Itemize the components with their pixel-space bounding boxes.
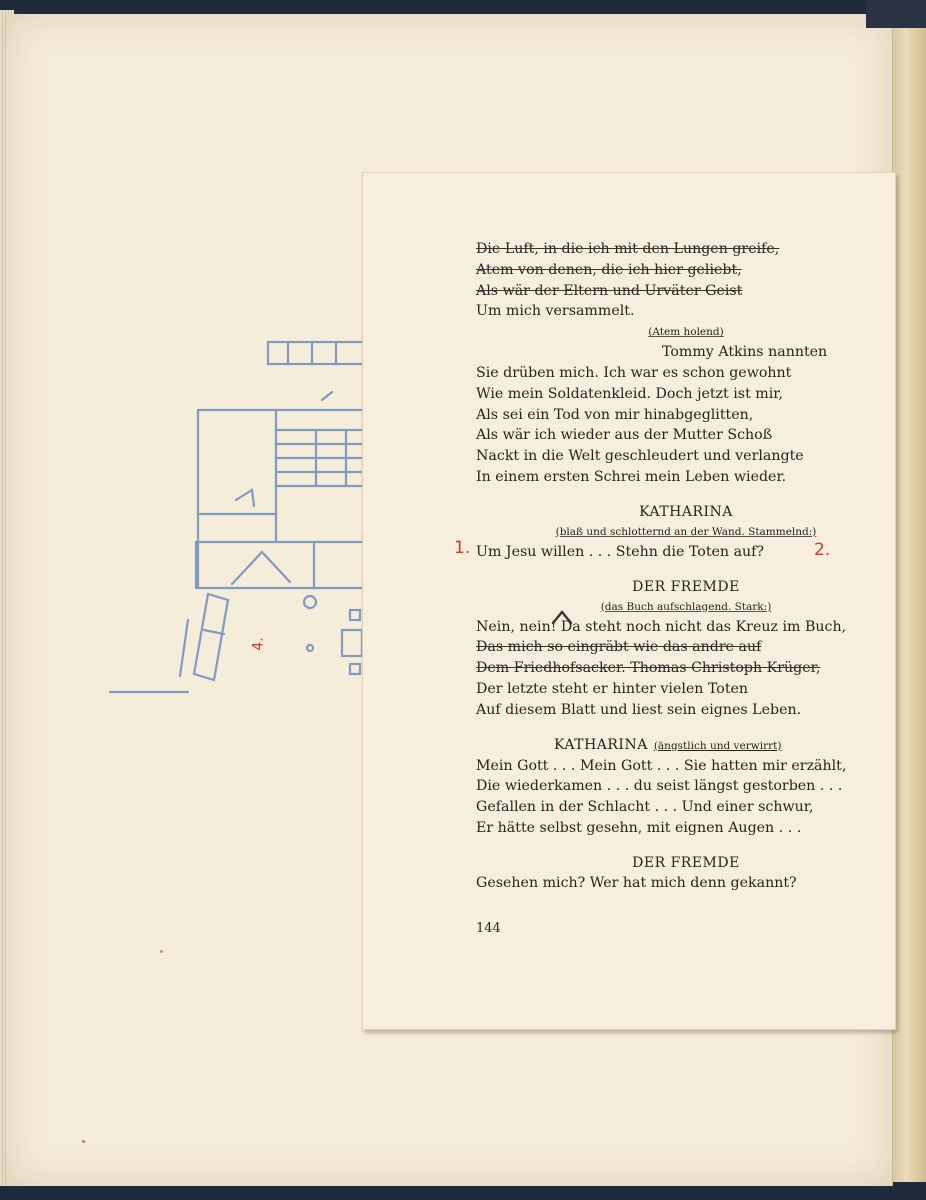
red-pencil-mark: 1. <box>454 537 471 558</box>
album-cover <box>866 0 926 28</box>
speaker-name: KATHARINA <box>554 736 648 753</box>
stage-direction: (blaß und schlotternd an der Wand. Stammelnd:) <box>555 525 817 538</box>
stage-direction: (das Buch aufschlagend. Stark:) <box>600 600 772 613</box>
verse-line: Nein, nein! Da steht noch nicht das Kreuz im Buch, <box>476 618 847 635</box>
verse-line: Gefallen in der Schlacht . . . Und einer schwur, <box>476 799 814 816</box>
verse-line: Als wär ich wieder aus der Mutter Schoß <box>476 427 773 444</box>
album-annotation-mark: 4. <box>250 637 267 651</box>
speaker-name: DER FREMDE <box>632 578 740 595</box>
verse-line: Auf diesem Blatt und liest sein eignes Leben. <box>476 701 802 718</box>
verse-line-partially-struck: Dem Friedhofsacker. Thomas Christoph Krüger, <box>476 660 821 677</box>
paper-spot <box>82 1140 85 1143</box>
stage-direction: (Atem holend) <box>648 326 724 339</box>
binding-strip <box>893 22 926 1182</box>
verse-line: Um mich versammelt. <box>476 303 635 320</box>
script-text <box>454 239 896 894</box>
verse-line: Die wiederkamen . . . du seist längst gestorben . . . <box>476 778 843 795</box>
verse-line: Wie mein Soldatenkleid. Doch jetzt ist mir, <box>476 385 783 402</box>
verse-line: Sie drüben mich. Ich war es schon gewohnt <box>476 364 792 381</box>
insertion-caret-mark <box>551 610 573 624</box>
verse-line: Der letzte steht er hinter vielen Toten <box>476 680 749 697</box>
verse-line-struck: Die Luft, in die ich mit den Lungen greife, <box>476 241 780 257</box>
verse-line-struck: Atem von denen, die ich hier geliebt, <box>476 261 742 278</box>
verse-line: Als sei ein Tod von mir hinabgeglitten, <box>476 406 754 423</box>
speaker-name: DER FREMDE <box>632 854 740 871</box>
pasted-script-page <box>362 172 896 1030</box>
verse-line: Er hätte selbst gesehn, mit eignen Augen . . . <box>476 819 802 836</box>
verse-line <box>454 537 896 563</box>
verse-line: Tommy Atkins nannten <box>662 344 828 361</box>
speaker-with-direction <box>476 735 896 756</box>
verse-line: Gesehen mich? Wer hat mich denn gekannt? <box>476 874 797 891</box>
verse-line-partially-struck: Als wär der Eltern und Urväter Geist <box>476 282 743 299</box>
speaker-name: KATHARINA <box>639 503 733 520</box>
verse-line: In einem ersten Schrei mein Leben wieder. <box>476 468 787 485</box>
page-number: 144 <box>476 921 501 936</box>
verse-line-struck: Das mich so eingräbt wie das andre auf <box>476 639 762 656</box>
red-pencil-mark: 2. <box>814 539 831 560</box>
stage-direction: (ängstlich und verwirrt) <box>653 739 782 752</box>
paper-spot <box>160 950 163 953</box>
floor-plan-sketch <box>100 330 370 710</box>
verse-line-text: Um Jesu willen . . . Stehn die Toten auf? <box>476 543 765 560</box>
verse-line: Nackt in die Welt geschleudert und verlangte <box>476 448 804 465</box>
verse-line <box>476 281 896 302</box>
verse-line: Mein Gott . . . Mein Gott . . . Sie hatten mir erzählt, <box>476 757 847 774</box>
